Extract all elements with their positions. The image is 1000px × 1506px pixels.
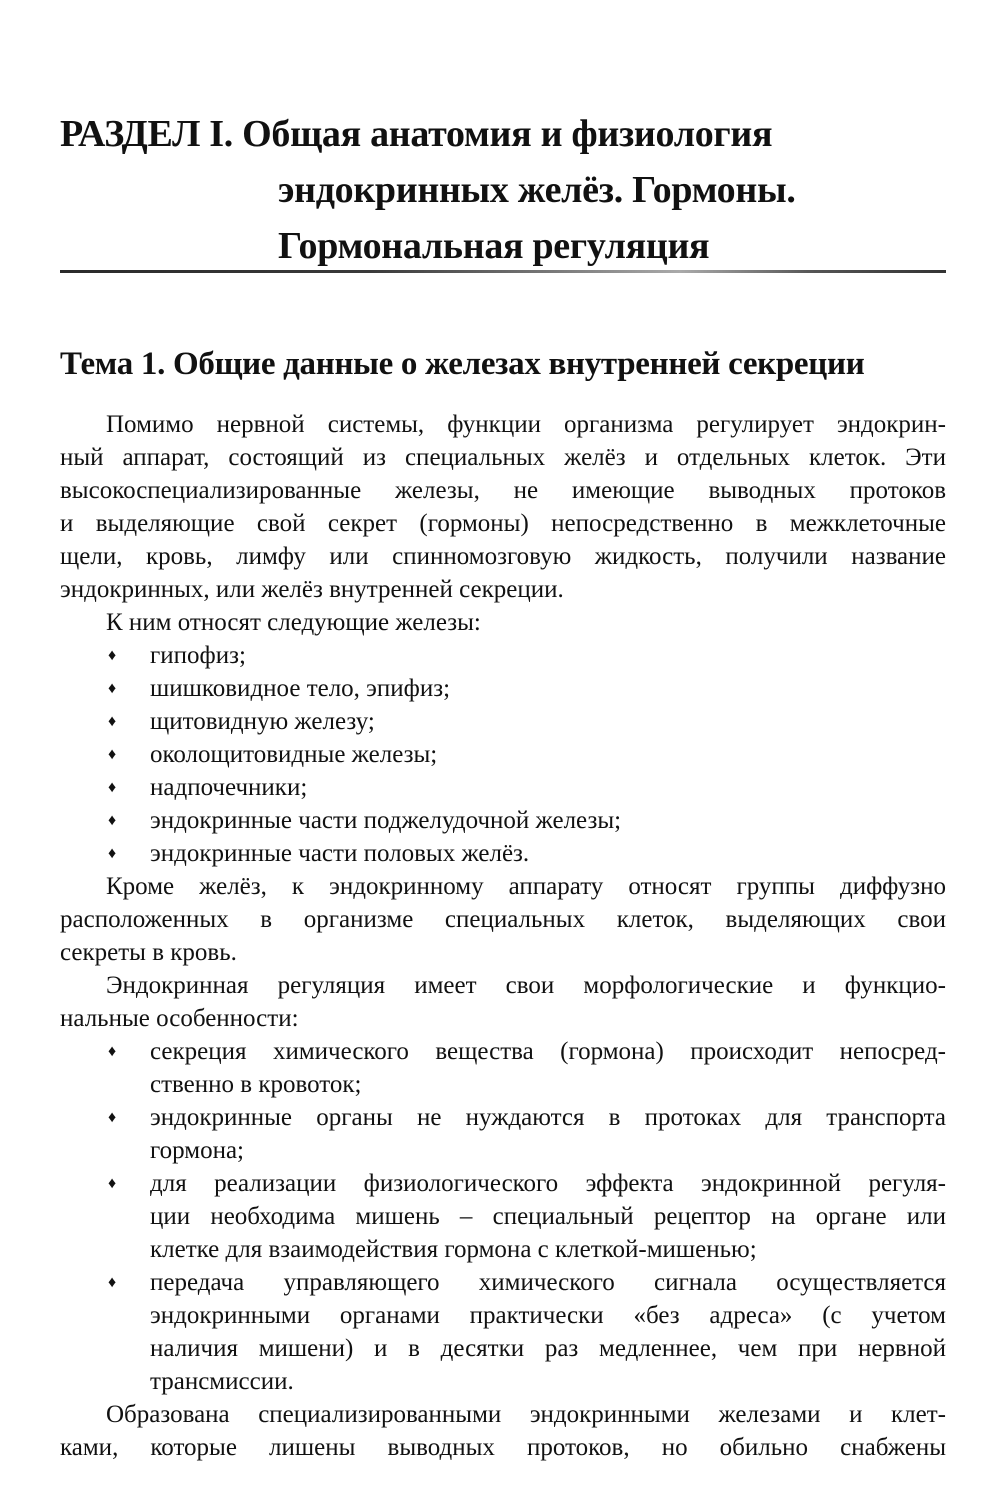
section-heading [60, 106, 960, 274]
bullet-icon: ♦ [108, 1043, 117, 1060]
bullet-icon: ♦ [108, 845, 117, 862]
list-item: ♦ эндокринные части половых желёз. [60, 837, 946, 870]
list-item: ♦ шишковидное тело, эпифиз; [60, 672, 946, 705]
paragraph-diffuse-cells: Кроме желёз, к эндокринному аппарату относят группы диффузно расположенных в организме специальных клеток, выделяющих свои секреты в кровь. [60, 873, 946, 966]
bullet-icon: ♦ [108, 746, 117, 763]
paragraph-intro: Помимо нервной системы, функции организма регулирует эндокрин- ный аппарат, состоящий из специальных желёз и отдельных клеток. Эти высокоспециализированные железы, не имеющие выводных протоков и выделяющие свой секрет (гормоны) непосредственно в межклеточные щели, кровь, лимфу или спинномозговую жидкость, получили название эндокринных, или желёз внутренней секреции. [60, 411, 946, 603]
list-item: ♦ гипофиз; [60, 639, 946, 672]
bullet-icon: ♦ [108, 713, 117, 730]
paragraph-glands-lead: К ним относят следующие железы: [106, 609, 481, 636]
list-item: ♦ для реализации физиологического эффекта эндокринной регуля- ции необходима мишень – специальный рецептор на органе или клетке для взаимодействия гормона с клеткой-мишенью; [60, 1167, 946, 1266]
list-item: ♦ передача управляющего химического сигнала осуществляется эндокринными органами практически «без адреса» (с учетом наличия мишени) и в десятки раз медленнее, чем при нервной трансмиссии. [60, 1266, 946, 1398]
section-heading-line-2: эндокринных желёз. Гормоны. [278, 169, 796, 211]
paragraph-continuation: Образована специализированными эндокринными железами и клет- ками, которые лишены выводных протоков, но обильно снабжены [60, 1401, 946, 1461]
topic-heading: Тема 1. Общие данные о железах внутренней секреции [60, 346, 865, 382]
glands-list [60, 639, 946, 870]
bullet-icon: ♦ [108, 812, 117, 829]
bullet-icon: ♦ [108, 1274, 117, 1291]
heading-divider [60, 270, 946, 273]
list-item: ♦ околощитовидные железы; [60, 738, 946, 771]
bullet-icon: ♦ [108, 1109, 117, 1126]
bullet-icon: ♦ [108, 1175, 117, 1192]
paragraph-features-lead: Эндокринная регуляция имеет свои морфологические и функцио- нальные особенности: [60, 972, 946, 1032]
list-item: ♦ эндокринные органы не нуждаются в протоках для транспорта гормона; [60, 1101, 946, 1167]
bullet-icon: ♦ [108, 647, 117, 664]
features-list [60, 1035, 946, 1398]
section-heading-line-3: Гормональная регуляция [278, 225, 710, 267]
bullet-icon: ♦ [108, 680, 117, 697]
list-item: ♦ надпочечники; [60, 771, 946, 804]
section-heading-line-1: РАЗДЕЛ I. Общая анатомия и физиология [60, 113, 773, 155]
body-text [60, 408, 946, 1464]
list-item: ♦ секреция химического вещества (гормона) происходит непосред- ственно в кровоток; [60, 1035, 946, 1101]
list-item: ♦ щитовидную железу; [60, 705, 946, 738]
bullet-icon: ♦ [108, 779, 117, 796]
list-item: ♦ эндокринные части поджелудочной железы; [60, 804, 946, 837]
